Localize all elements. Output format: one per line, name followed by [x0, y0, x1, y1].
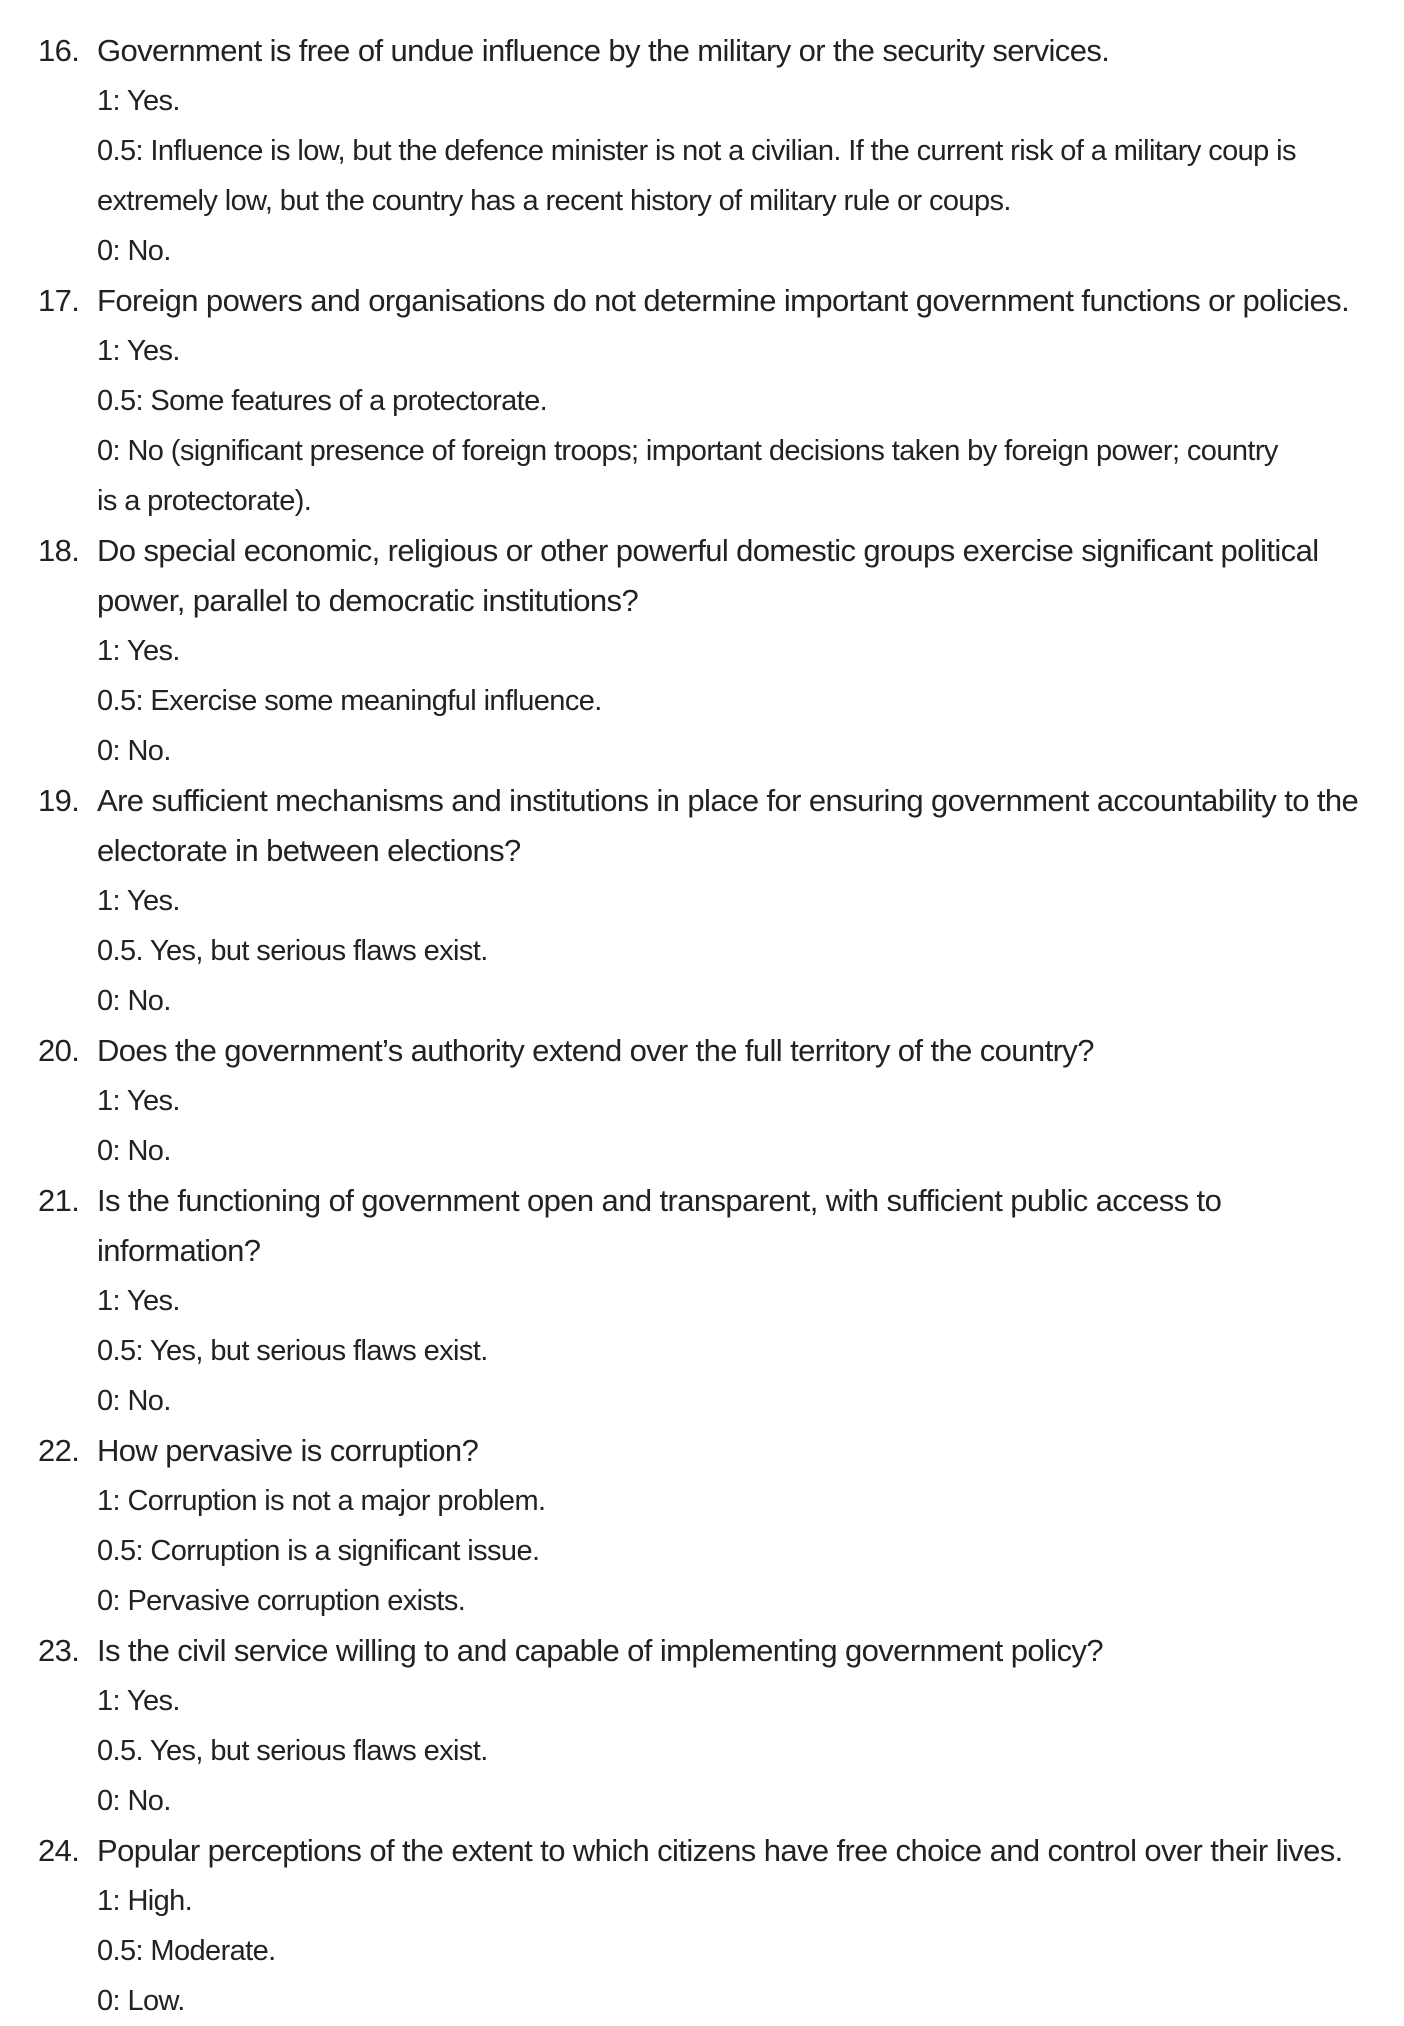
question-text: Popular perceptions of the extent to which citizens have free choice and control over their lives. [97, 1833, 1343, 1868]
question-24 [0, 1826, 1404, 2026]
answer-option: 0.5: Exercise some meaningful influence. [97, 685, 602, 717]
question-21 [0, 1176, 1404, 1426]
answer-option: 0.5: Influence is low, but the defence minister is not a civilian. If the current risk of a military coup is [97, 135, 1296, 167]
answer-option: 1: Yes. [97, 635, 180, 667]
question-text: Does the government’s authority extend over the full territory of the country? [97, 1033, 1094, 1068]
question-number: 18. [38, 533, 80, 568]
answer-option: 1: Corruption is not a major problem. [97, 1485, 546, 1517]
answer-option: 0: No. [97, 1385, 171, 1417]
question-text: Is the civil service willing to and capable of implementing government policy? [97, 1633, 1104, 1668]
answer-option: 0: Low. [97, 1985, 185, 2017]
answer-option: 0.5: Some features of a protectorate. [97, 385, 548, 417]
answer-option: extremely low, but the country has a recent history of military rule or coups. [97, 185, 1011, 217]
answer-option: 1: High. [97, 1885, 193, 1917]
answer-option: 0: No. [97, 1135, 171, 1167]
question-17 [0, 276, 1404, 526]
question-text: Is the functioning of government open and transparent, with sufficient public access to [97, 1183, 1222, 1218]
question-number: 17. [38, 283, 80, 318]
answer-option: 0: Pervasive corruption exists. [97, 1585, 466, 1617]
question-23 [0, 1626, 1404, 1826]
answer-option: is a protectorate). [97, 485, 312, 517]
answer-option: 0.5: Yes, but serious flaws exist. [97, 1335, 488, 1367]
question-text: Government is free of undue influence by the military or the security services. [97, 33, 1110, 68]
question-22 [0, 1426, 1404, 1626]
question-18 [0, 526, 1404, 776]
answer-option: 1: Yes. [97, 1285, 180, 1317]
question-text: Do special economic, religious or other powerful domestic groups exercise significant political [97, 533, 1319, 568]
question-number: 19. [38, 783, 80, 818]
answer-option: 0: No (significant presence of foreign troops; important decisions taken by foreign power; country [97, 435, 1278, 467]
answer-option: 0.5: Corruption is a significant issue. [97, 1535, 540, 1567]
question-text: electorate in between elections? [97, 833, 521, 868]
question-text: How pervasive is corruption? [97, 1433, 479, 1468]
question-number: 16. [38, 33, 80, 68]
question-number: 22. [38, 1433, 80, 1468]
question-text: Are sufficient mechanisms and institutions in place for ensuring government accountability to the [97, 783, 1359, 818]
question-number: 24. [38, 1833, 80, 1868]
answer-option: 0.5. Yes, but serious flaws exist. [97, 1735, 488, 1767]
answer-option: 0: No. [97, 1785, 171, 1817]
question-16 [0, 26, 1404, 276]
answer-option: 0: No. [97, 985, 171, 1017]
question-number: 23. [38, 1633, 80, 1668]
question-text: power, parallel to democratic institutions? [97, 583, 639, 618]
question-text: Foreign powers and organisations do not determine important government functions or policies. [97, 283, 1350, 318]
question-19 [0, 776, 1404, 1026]
answer-option: 0.5. Yes, but serious flaws exist. [97, 935, 488, 967]
answer-option: 0.5: Moderate. [97, 1935, 276, 1967]
answer-option: 1: Yes. [97, 335, 180, 367]
answer-option: 0: No. [97, 735, 171, 767]
answer-option: 1: Yes. [97, 885, 180, 917]
answer-option: 1: Yes. [97, 1685, 180, 1717]
question-text: information? [97, 1233, 261, 1268]
question-20 [0, 1026, 1404, 1176]
answer-option: 1: Yes. [97, 1085, 180, 1117]
answer-option: 0: No. [97, 235, 171, 267]
question-number: 21. [38, 1183, 80, 1218]
answer-option: 1: Yes. [97, 85, 180, 117]
question-number: 20. [38, 1033, 80, 1068]
question-list [0, 26, 1404, 2026]
